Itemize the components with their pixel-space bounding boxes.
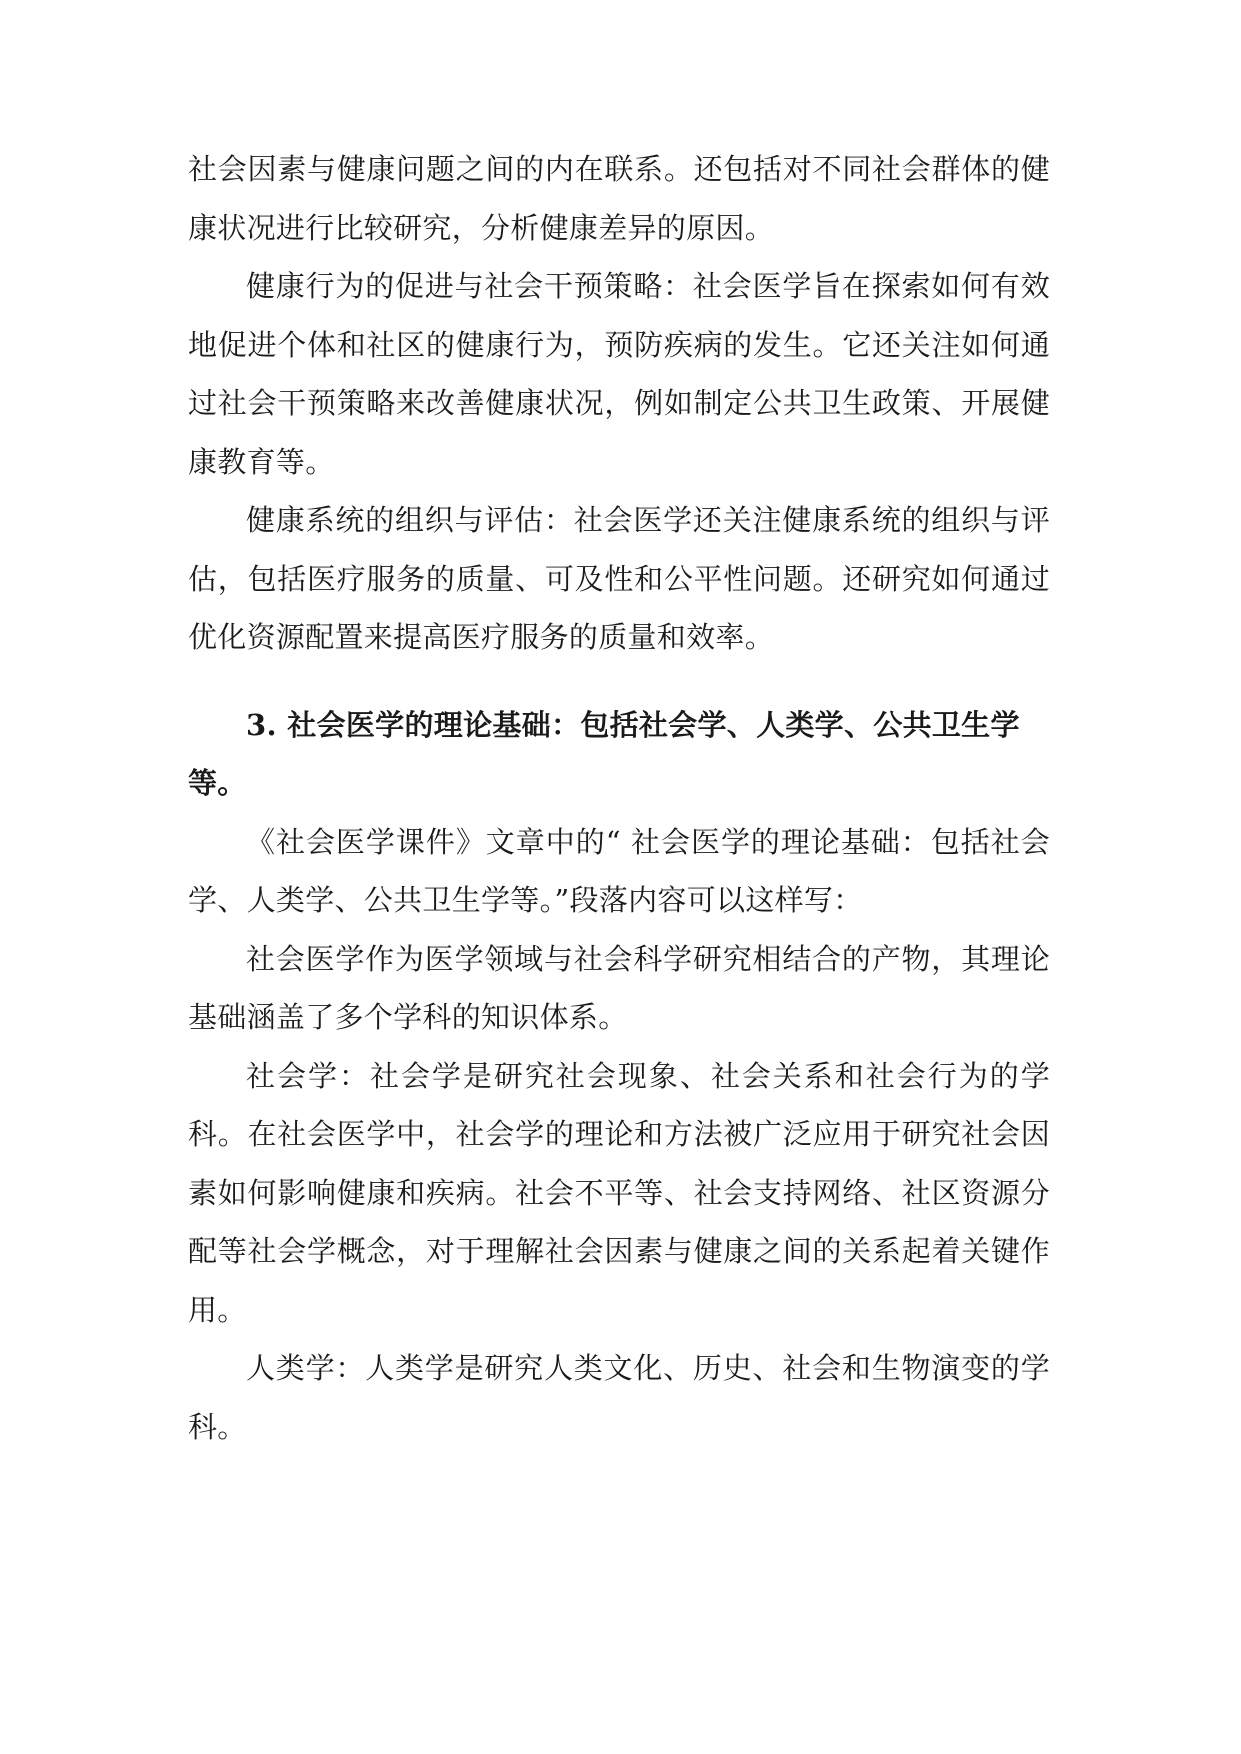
paragraph-anthropology: 人类学：人类学是研究人类文化、历史、社会和生物演变的学科。 [188,1351,1050,1444]
section-heading: 3. 社会医学的理论基础：包括社会学、人类学、公共卫生学等。 [188,707,1020,800]
paragraph-sociology: 社会学：社会学是研究社会现象、社会关系和社会行为的学科。在社会医学中，社会学的理论和方法被广泛应用于研究社会因素如何影响健康和疾病。社会不平等、社会支持网络、社区资源分配等社会学概念，对于理解社会因素与健康之间的关系起着关键作用。 [188,1058,1050,1327]
paragraph-health-behavior: 健康行为的促进与社会干预策略：社会医学旨在探索如何有效地促进个体和社区的健康行为，预防疾病的发生。它还关注如何通过社会干预策略来改善健康状况，例如制定公共卫生政策、开展健康教育等。 [188,269,1050,479]
document-body [188,140,1050,1456]
paragraph-continuation: 社会因素与健康问题之间的内在联系。还包括对不同社会群体的健康状况进行比较研究，分析健康差异的原因。 [188,152,1050,245]
paragraph-health-system: 健康系统的组织与评估：社会医学还关注健康系统的组织与评估，包括医疗服务的质量、可及性和公平性问题。还研究如何通过优化资源配置来提高医疗服务的质量和效率。 [188,503,1050,654]
paragraph-intro-quote: 《社会医学课件》文章中的“ 社会医学的理论基础：包括社会学、人类学、公共卫生学等。”段落内容可以这样写： [188,824,1050,917]
paragraph-theory-overview: 社会医学作为医学领域与社会科学研究相结合的产物，其理论基础涵盖了多个学科的知识体系。 [188,941,1050,1034]
